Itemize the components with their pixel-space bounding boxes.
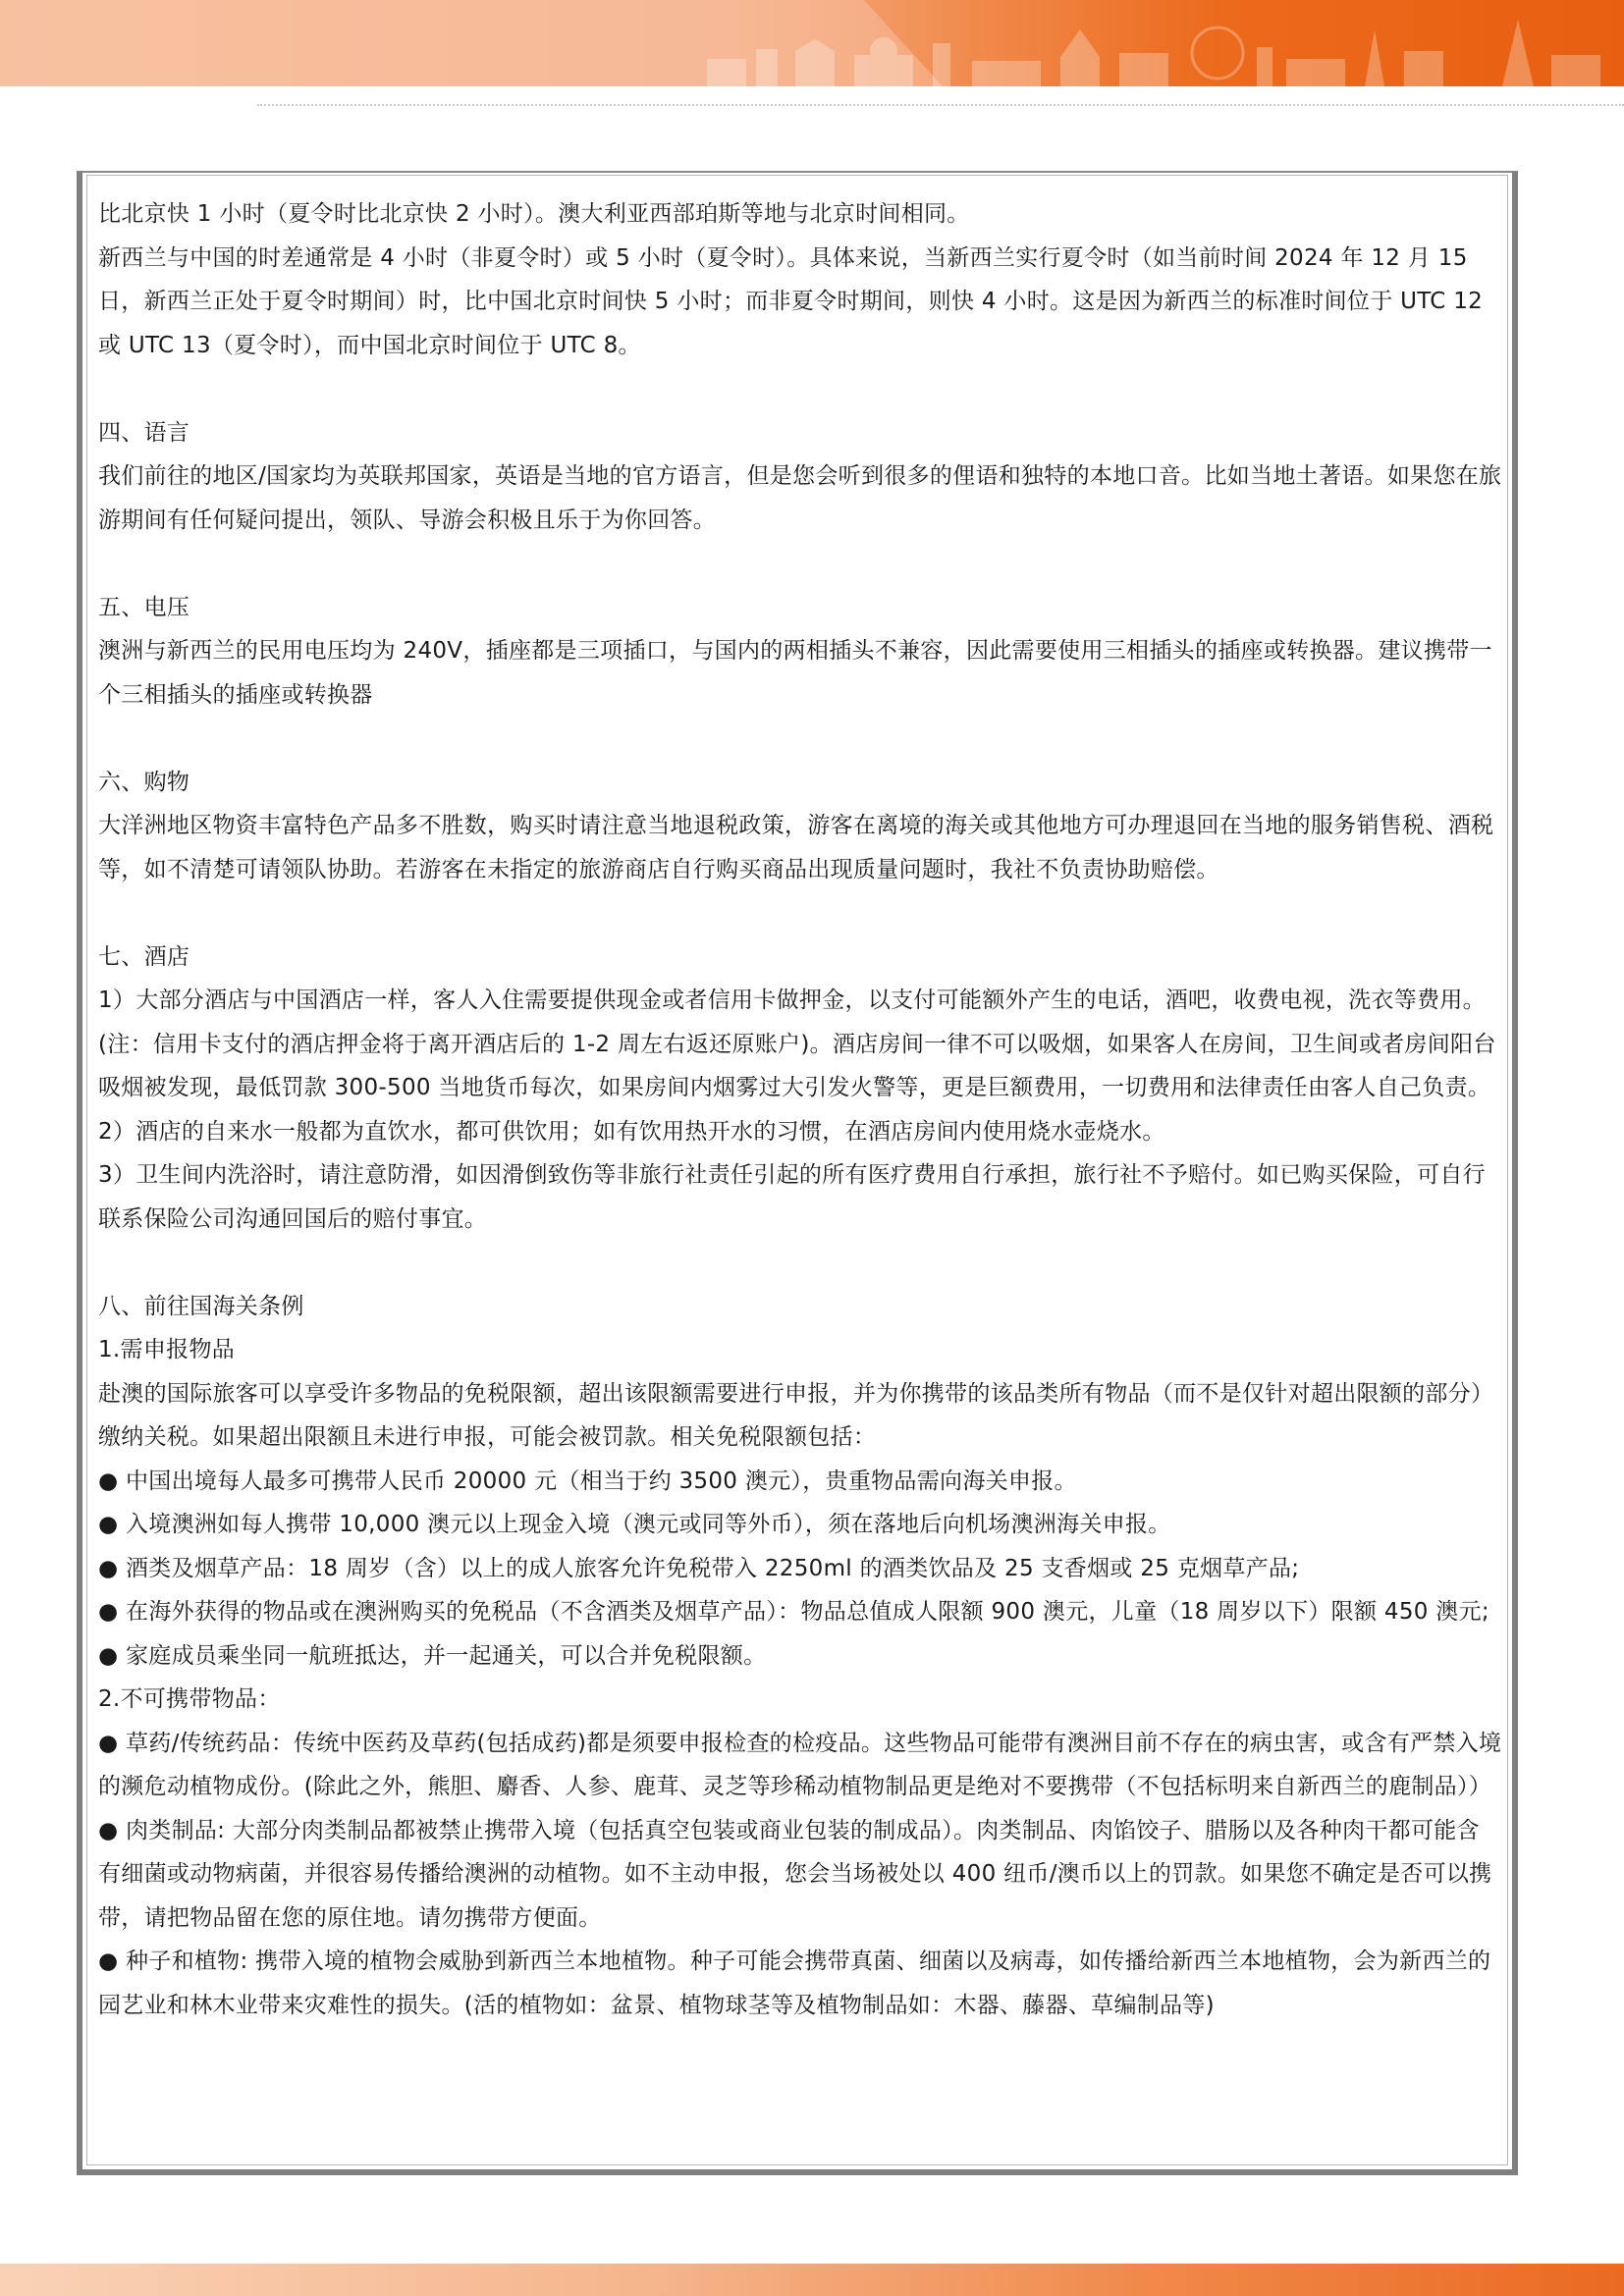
spacer [98,367,1502,411]
subheading-declare-items: 1.需申报物品 [98,1337,236,1362]
paragraph-shopping: 大洋洲地区物资丰富特色产品多不胜数，购买时请注意当地退税政策，游客在离境的海关或其他地方可办理退回在当地的服务销售税、酒税等，如不清楚可请领队协助。若游客在未指定的旅游商店自行购买商品出现质量问题时，我社不负责协助赔偿。 [98,813,1494,882]
bullet-item-aud-cash: ● 入境澳洲如每人携带 10,000 澳元以上现金入境（澳元或同等外币），须在落地后向机场澳洲海关申报。 [98,1503,1502,1547]
subheading-prohibited-items: 2.不可携带物品： [98,1686,281,1712]
paragraph-hotel-deposit: 1）大部分酒店与中国酒店一样，客人入住需要提供现金或者信用卡做押金，以支付可能额外产生的电话，酒吧，收费电视，洗衣等费用。(注：信用卡支付的酒店押金将于离开酒店后的 1-2 周左右返还原账户)。酒店房间一律不可以吸烟，如果客人在房间，卫生间或者房间阳台吸烟被发现，最低罚款 300-500 当地货币每次，如果房间内烟雾过大引发火警等，更是巨额费用，一切费用和法律责任由客人自己负责。 [98,988,1496,1100]
section-heading-hotel: 七、酒店 [98,943,190,970]
spacer [98,717,1502,761]
section-heading-voltage: 五、电压 [98,594,190,620]
section-heading-shopping: 六、购物 [98,769,190,795]
section-heading-customs: 八、前往国海关条例 [98,1293,304,1319]
bullet-item-cny-limit: ● 中国出境每人最多可携带人民币 20000 元（相当于约 3500 澳元），贵重物品需向海关申报。 [98,1460,1502,1504]
bullet-item-seeds-plants: ● 种子和植物: 携带入境的植物会威胁到新西兰本地植物。种子可能会携带真菌、细菌以及病毒，如传播给新西兰本地植物，会为新西兰的园艺业和林木业带来灾难性的损失。(活的植物如：盆景、植物球茎等及植物制品如：木器、藤器、草编制品等) [98,1940,1502,2027]
paragraph-duty-free: 赴澳的国际旅客可以享受许多物品的免税限额，超出该限额需要进行申报，并为你携带的该品类所有物品（而不是仅针对超出限额的部分）缴纳关税。如果超出限额且未进行申报，可能会被罚款。相关免税限额包括： [98,1380,1494,1450]
paragraph-voltage: 澳洲与新西兰的民用电压均为 240V，插座都是三项插口，与国内的两相插头不兼容，因此需要使用三相插头的插座或转换器。建议携带一个三相插头的插座或转换器 [98,638,1492,708]
spacer [98,891,1502,935]
bullet-item-meat-products: ● 肉类制品: 大部分肉类制品都被禁止携带入境（包括真空包装或商业包装的制成品）。肉类制品、肉馅饺子、腊肠以及各种肉干都可能含有细菌或动物病菌，并很容易传播给澳洲的动植物。如不主动申报，您会当场被处以 400 纽币/澳币以上的罚款。如果您不确定是否可以携带，请把物品留在您的原住地。请勿携带方便面。 [98,1809,1502,1941]
city-skyline-icon [687,0,1624,86]
footer-band [0,2264,1624,2296]
document-body [98,192,1502,2027]
section-heading-language: 四、语言 [98,419,190,446]
paragraph-language: 我们前往的地区/国家均为英联邦国家，英语是当地的官方语言，但是您会听到很多的俚语和独特的本地口音。比如当地土著语。如果您在旅游期间有任何疑问提出，领队、导游会积极且乐于为你回答。 [98,463,1502,533]
bullet-item-herbal-medicine: ● 草药/传统药品：传统中医药及草药(包括成药)都是须要申报检查的检疫品。这些物品可能带有澳洲目前不存在的病虫害，或含有严禁入境的濒危动植物成份。(除此之外，熊胆、麝香、人参、鹿茸、灵芝等珍稀动植物制品更是绝对不要携带（不包括标明来自新西兰的鹿制品）） [98,1722,1502,1809]
paragraph-timezone-australia: 比北京快 1 小时（夏令时比北京快 2 小时）。澳大利亚西部珀斯等地与北京时间相同。 [98,201,970,227]
spacer [98,1241,1502,1285]
bullet-item-duty-free-goods: ● 在海外获得的物品或在澳洲购买的免税品（不含酒类及烟草产品）：物品总值成人限额 900 澳元，儿童（18 周岁以下）限额 450 澳元; [98,1590,1502,1634]
header-divider [257,104,1624,106]
paragraph-hotel-bathroom: 3）卫生间内洗浴时，请注意防滑，如因滑倒致伤等非旅行社责任引起的所有医疗费用自行承担，旅行社不予赔付。如已购买保险，可自行联系保险公司沟通回国后的赔付事宜。 [98,1162,1486,1232]
bullet-item-family-combine: ● 家庭成员乘坐同一航班抵达，并一起通关，可以合并免税限额。 [98,1634,1502,1679]
paragraph-hotel-water: 2）酒店的自来水一般都为直饮水，都可供饮用；如有饮用热开水的习惯，在酒店房间内使用烧水壶烧水。 [98,1118,1165,1145]
spacer [98,542,1502,586]
paragraph-timezone-nz: 新西兰与中国的时差通常是 4 小时（非夏令时）或 5 小时（夏令时）。具体来说，当新西兰实行夏令时（如当前时间 2024 年 12 月 15 日，新西兰正处于夏令时期间）时，比中国北京时间快 5 小时；而非夏令时期间，则快 4 小时。这是因为新西兰的标准时间位于 UTC 12 或 UTC 13（夏令时），而中国北京时间位于 UTC 8。 [98,244,1484,358]
bullet-item-alcohol-tobacco: ● 酒类及烟草产品：18 周岁（含）以上的成人旅客允许免税带入 2250ml 的酒类饮品及 25 支香烟或 25 克烟草产品; [98,1547,1502,1591]
